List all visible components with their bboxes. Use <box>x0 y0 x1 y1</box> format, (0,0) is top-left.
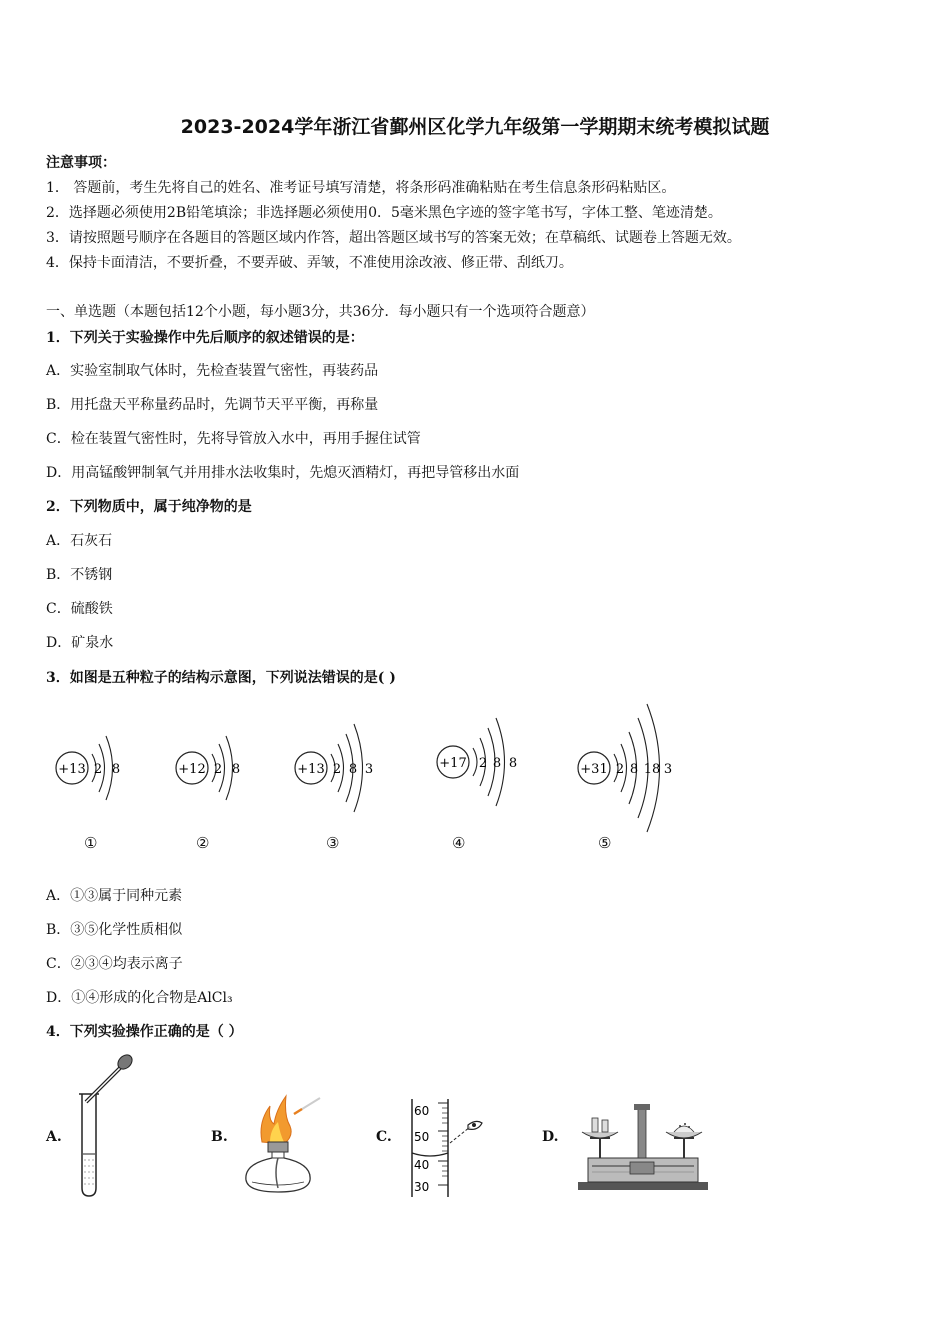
page-title: 2023-2024学年浙江省鄞州区化学九年级第一学期期末统考模拟试题 <box>180 116 770 138</box>
graduated-cylinder-figure <box>404 1097 494 1205</box>
particle-4-shell-1: 2 <box>478 756 488 771</box>
particle-5-shell-4: 3 <box>663 762 673 777</box>
cylinder-tick-40: 40 <box>414 1158 430 1172</box>
cylinder-tick-60: 60 <box>414 1104 430 1118</box>
q2-option-a: A．石灰石 <box>46 533 113 549</box>
q3-option-b: B．③⑤化学性质相似 <box>46 922 183 938</box>
particle-5-label: ⑤ <box>598 834 612 852</box>
q2-option-b: B．不锈钢 <box>46 567 113 583</box>
q1-option-c: C．检在装置气密性时，先将导管放入水中，再用手握住试管 <box>46 431 421 447</box>
particle-4-nucleus: +17 <box>439 756 467 771</box>
section-heading: 一、单选题（本题包括12个小题，每小题3分，共36分．每小题只有一个选项符合题意） <box>46 304 595 320</box>
particle-3-shell-1: 2 <box>332 762 342 777</box>
q1-option-b: B．用托盘天平称量药品时，先调节天平平衡，再称量 <box>46 397 379 413</box>
particle-2-shell-2: 8 <box>231 762 241 777</box>
particle-4-shell-2: 8 <box>492 756 502 771</box>
cylinder-tick-50: 50 <box>414 1130 430 1144</box>
particle-5-shell-1: 2 <box>615 762 625 777</box>
q4-option-d-label: D. <box>542 1129 559 1145</box>
particle-1-shell-2: 8 <box>111 762 121 777</box>
notice-item-4: 4．保持卡面清洁，不要折叠，不要弄破、弄皱，不准使用涂改液、修正带、刮纸刀。 <box>46 255 573 271</box>
dropper-test-tube-figure <box>72 1050 142 1204</box>
q4-option-a-label: A. <box>46 1129 62 1145</box>
particle-3-nucleus: +13 <box>297 762 325 777</box>
particle-1-nucleus: +13 <box>58 762 86 777</box>
particle-4-label: ④ <box>452 834 466 852</box>
q1-stem: 1．下列关于实验操作中先后顺序的叙述错误的是： <box>46 330 364 346</box>
particle-3-shell-3: 3 <box>364 762 374 777</box>
notice-item-3: 3．请按照题号顺序在各题目的答题区域内作答，超出答题区域书写的答案无效；在草稿纸、试题卷上答题无效。 <box>46 230 741 246</box>
particle-5-nucleus: +31 <box>580 762 608 777</box>
notice-item-2: 2．选择题必须使用2B铅笔填涂；非选择题必须使用0．5毫米黑色字迹的签字笔书写，字体工整、笔迹清楚。 <box>46 205 722 221</box>
q3-option-d: D．①④形成的化合物是AlCl₃ <box>46 990 233 1006</box>
particle-3-shell-2: 8 <box>348 762 358 777</box>
q4-option-c-label: C. <box>376 1129 392 1145</box>
particle-3-label: ③ <box>326 834 340 852</box>
particle-1-label: ① <box>84 834 98 852</box>
cylinder-tick-30: 30 <box>414 1180 430 1194</box>
q3-option-c: C．②③④均表示离子 <box>46 956 183 972</box>
particle-5-shell-3: 18 <box>643 762 661 777</box>
alcohol-lamp-figure <box>238 1092 328 1200</box>
particle-1-diagram <box>52 718 142 822</box>
particle-3-diagram <box>291 718 391 822</box>
q3-stem: 3．如图是五种粒子的结构示意图，下列说法错误的是( ) <box>46 670 396 686</box>
q1-option-a: A．实验室制取气体时，先检查装置气密性，再装药品 <box>46 363 379 379</box>
q1-option-d: D．用高锰酸钾制氧气并用排水法收集时，先熄灭酒精灯，再把导管移出水面 <box>46 465 520 481</box>
balance-scale-figure <box>570 1098 715 1202</box>
particle-1-shell-1: 2 <box>93 762 103 777</box>
q2-stem: 2．下列物质中，属于纯净物的是 <box>46 499 252 515</box>
notice-heading: 注意事项： <box>46 155 116 171</box>
particle-4-shell-3: 8 <box>508 756 518 771</box>
particle-5-diagram <box>574 700 684 844</box>
particle-5-shell-2: 8 <box>629 762 639 777</box>
q2-option-d: D．矿泉水 <box>46 635 114 651</box>
particle-2-label: ② <box>196 834 210 852</box>
particle-2-shell-1: 2 <box>213 762 223 777</box>
q4-option-b-label: B. <box>211 1129 228 1145</box>
notice-item-1: 1． 答题前，考生先将自己的姓名、准考证号填写清楚，将条形码准确粘贴在考生信息条形码粘贴区。 <box>46 180 676 196</box>
particle-2-nucleus: +12 <box>178 762 206 777</box>
q2-option-c: C．硫酸铁 <box>46 601 113 617</box>
particle-4-diagram <box>433 712 533 816</box>
q3-option-a: A．①③属于同种元素 <box>46 888 183 904</box>
q4-stem: 4．下列实验操作正确的是（ ） <box>46 1024 243 1040</box>
particle-2-diagram <box>172 718 262 822</box>
